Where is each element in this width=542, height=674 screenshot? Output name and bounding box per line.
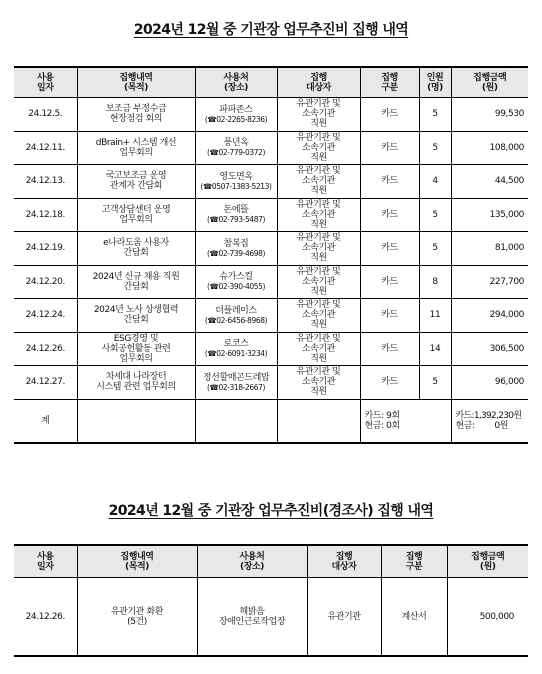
cell-text: 2024년 신규 채용 직원 bbox=[92, 271, 180, 282]
cell-text: 간담회 bbox=[123, 248, 149, 259]
cell-text: 업무회의 bbox=[119, 147, 153, 158]
column-header bbox=[419, 67, 451, 98]
people-cell: 5 bbox=[419, 232, 451, 266]
empty-cell bbox=[195, 399, 277, 443]
people-cell: 11 bbox=[419, 299, 451, 333]
amount-cell: 135,000 bbox=[451, 198, 528, 232]
table-row bbox=[14, 165, 528, 199]
cell-text: 구분 bbox=[405, 561, 423, 572]
purpose-cell bbox=[77, 131, 195, 165]
date-cell: 24.12.11. bbox=[14, 131, 77, 165]
purpose-cell bbox=[77, 299, 195, 333]
type-cell: 카드 bbox=[360, 299, 419, 333]
cell-text: 소속기관 bbox=[301, 109, 336, 120]
type-cell: 카드 bbox=[360, 332, 419, 366]
type-cell: 계산서 bbox=[381, 578, 447, 657]
cell-text: 유관기관 및 bbox=[296, 199, 341, 210]
cell-text: 집행금액 bbox=[473, 72, 507, 83]
cell-text: 시스템 관련 업무회의 bbox=[96, 382, 176, 393]
cell-text: (☎02-2265-8236) bbox=[204, 114, 268, 124]
type-cell: 카드 bbox=[360, 198, 419, 232]
total-counts: 카드: 9회 현금: 0회 bbox=[360, 399, 451, 443]
cell-text: 유관기관 및 bbox=[296, 99, 341, 110]
column-header bbox=[197, 545, 307, 578]
type-cell: 카드 bbox=[360, 232, 419, 266]
section2-title: 2024년 12월 중 기관장 업무추진비(경조사) 집행 내역 bbox=[108, 503, 434, 519]
cell-text: 업무회의 bbox=[119, 353, 153, 364]
cell-text: 사용 bbox=[36, 72, 54, 83]
amount-cell: 44,500 bbox=[451, 165, 528, 199]
section1-title: 2024년 12월 중 기관장 업무추진비 집행 내역 bbox=[133, 22, 409, 38]
cell-text: 유관기관 및 bbox=[296, 333, 341, 344]
column-header bbox=[447, 545, 528, 578]
date-cell: 24.12.24. bbox=[14, 299, 77, 333]
cell-text: 관계자 간담회 bbox=[109, 181, 163, 192]
date-cell: 24.12.5. bbox=[14, 98, 77, 132]
target-cell bbox=[277, 366, 360, 400]
cell-text: 업무회의 bbox=[119, 214, 153, 225]
cell-text: 일자 bbox=[36, 561, 54, 572]
cell-text: 차세대 나라장터 bbox=[105, 372, 167, 383]
cell-text: 2024년 노사 상생협력 bbox=[93, 305, 179, 316]
cell-text: 직원 bbox=[310, 286, 327, 297]
cell-text: 장애인근로작업장 bbox=[218, 616, 286, 627]
cell-text: 직원 bbox=[310, 119, 327, 130]
place-cell bbox=[195, 165, 277, 199]
cell-text: 인원 bbox=[426, 72, 444, 83]
date-cell: 24.12.19. bbox=[14, 232, 77, 266]
cell-text: 현장점검 회의 bbox=[109, 114, 163, 125]
date-cell: 24.12.20. bbox=[14, 265, 77, 299]
cell-text: 일자 bbox=[36, 82, 54, 93]
column-header bbox=[307, 545, 381, 578]
place-cell bbox=[195, 265, 277, 299]
column-header bbox=[195, 67, 277, 98]
cell-text: 보조금 부정수급 bbox=[105, 104, 167, 115]
cell-text: dBrain+ 시스템 개선 bbox=[95, 137, 177, 148]
place-cell bbox=[195, 366, 277, 400]
total-label: 계 bbox=[14, 399, 77, 443]
place-cell bbox=[195, 198, 277, 232]
column-header bbox=[360, 67, 419, 98]
cell-text: 더플레이스 bbox=[215, 305, 257, 316]
cell-text: 대상자 bbox=[331, 561, 357, 572]
empty-cell bbox=[277, 399, 360, 443]
cell-text: 직원 bbox=[310, 219, 327, 230]
people-cell: 14 bbox=[419, 332, 451, 366]
cell-text: 유관기관 및 bbox=[296, 233, 341, 244]
people-cell: 5 bbox=[419, 198, 451, 232]
cell-text: 유관기관 및 bbox=[296, 166, 341, 177]
purpose-cell bbox=[77, 265, 195, 299]
target-cell bbox=[277, 232, 360, 266]
amount-cell: 306,500 bbox=[451, 332, 528, 366]
cell-text: 참복집 bbox=[223, 238, 249, 249]
cell-text: (☎02-779-0372) bbox=[207, 148, 265, 158]
cell-text: 소속기관 bbox=[301, 343, 336, 354]
cell-text: 유관기관 화환 bbox=[110, 606, 164, 617]
cell-text: 집행내역 bbox=[120, 551, 154, 562]
purpose-cell bbox=[77, 198, 195, 232]
purpose-cell bbox=[77, 366, 195, 400]
type-cell: 카드 bbox=[360, 131, 419, 165]
amount-cell: 81,000 bbox=[451, 232, 528, 266]
amount-cell: 227,700 bbox=[451, 265, 528, 299]
cell-text: 집행 bbox=[310, 72, 327, 83]
purpose-cell bbox=[77, 98, 195, 132]
people-cell: 5 bbox=[419, 98, 451, 132]
cell-text: (5건) bbox=[127, 616, 147, 627]
amount-cell: 108,000 bbox=[451, 131, 528, 165]
amount-cell: 99,530 bbox=[451, 98, 528, 132]
target-cell bbox=[277, 198, 360, 232]
amount-cell: 500,000 bbox=[447, 578, 528, 657]
column-header bbox=[451, 67, 528, 98]
place-cell bbox=[195, 131, 277, 165]
target-cell bbox=[277, 265, 360, 299]
cell-text: (명) bbox=[427, 82, 443, 93]
cell-text: 영도면옥 bbox=[219, 171, 253, 182]
place-cell bbox=[195, 232, 277, 266]
cell-text: 풍년옥 bbox=[223, 138, 249, 149]
cell-text: (☎02-390-4055) bbox=[207, 282, 265, 292]
cell-text: 직원 bbox=[310, 152, 327, 163]
cell-text: (☎0507-1383-5213) bbox=[200, 181, 272, 191]
cell-text: 로코스 bbox=[223, 339, 249, 350]
cell-text: 직원 bbox=[310, 353, 327, 364]
people-cell: 8 bbox=[419, 265, 451, 299]
cell-text: 집행 bbox=[381, 72, 398, 83]
cell-text: 파파존스 bbox=[219, 104, 253, 115]
table-row bbox=[14, 198, 528, 232]
target-cell bbox=[277, 165, 360, 199]
table-row bbox=[14, 299, 528, 333]
people-cell: 5 bbox=[419, 131, 451, 165]
empty-cell bbox=[77, 399, 195, 443]
column-header bbox=[14, 67, 77, 98]
type-cell: 카드 bbox=[360, 165, 419, 199]
cell-text: 집행 bbox=[335, 551, 353, 562]
target-cell bbox=[277, 131, 360, 165]
cell-text: (☎02-6091-3234) bbox=[204, 349, 268, 359]
cell-text: 유관기관 및 bbox=[296, 367, 341, 378]
cell-text: 해밝음 bbox=[239, 606, 265, 617]
date-cell: 24.12.13. bbox=[14, 165, 77, 199]
cell-text: 직원 bbox=[310, 387, 327, 398]
cell-text: ESG경영 및 bbox=[113, 333, 159, 344]
cell-text: 간담회 bbox=[123, 281, 149, 292]
cell-text: (☎02-739-4698) bbox=[207, 248, 265, 258]
table-header-row bbox=[14, 67, 528, 98]
condolence-expense-table bbox=[14, 544, 528, 657]
cell-text: (원) bbox=[479, 561, 496, 572]
cell-text: (목적) bbox=[123, 82, 148, 93]
cell-text: 슈가스컬 bbox=[219, 272, 253, 283]
cell-text: 국고보조금 운영 bbox=[105, 171, 167, 182]
target-cell: 유관기관 bbox=[307, 578, 381, 657]
place-cell bbox=[195, 332, 277, 366]
cell-text: (☎02-6456-8968) bbox=[204, 315, 268, 325]
cell-text: (장소) bbox=[223, 82, 248, 93]
place-cell bbox=[195, 98, 277, 132]
column-header bbox=[277, 67, 360, 98]
table-row bbox=[14, 265, 528, 299]
purpose-cell bbox=[77, 165, 195, 199]
cell-text: 소속기관 bbox=[301, 377, 336, 388]
cell-text: 집행금액 bbox=[471, 551, 505, 562]
cell-text: 유관기관 및 bbox=[296, 132, 341, 143]
type-cell: 카드 bbox=[360, 265, 419, 299]
column-header bbox=[14, 545, 77, 578]
cell-text: 사용처 bbox=[239, 551, 265, 562]
people-cell: 5 bbox=[419, 366, 451, 400]
cell-text: 집행 bbox=[405, 551, 423, 562]
cell-text: 직원 bbox=[310, 253, 327, 264]
column-header bbox=[77, 67, 195, 98]
date-cell: 24.12.26. bbox=[14, 332, 77, 366]
date-cell: 24.12.27. bbox=[14, 366, 77, 400]
cell-text: (장소) bbox=[239, 561, 264, 572]
table-row bbox=[14, 578, 528, 657]
target-cell bbox=[277, 98, 360, 132]
cell-text: 대상자 bbox=[306, 82, 331, 93]
cell-text: 유관기관 및 bbox=[296, 266, 341, 277]
cell-text: 간담회 bbox=[123, 315, 149, 326]
place-cell bbox=[197, 578, 307, 657]
cell-text: (원) bbox=[481, 82, 498, 93]
cell-text: 유관기관 및 bbox=[296, 300, 341, 311]
cell-text: 소속기관 bbox=[301, 176, 336, 187]
cell-text: 소속기관 bbox=[301, 209, 336, 220]
target-cell bbox=[277, 299, 360, 333]
cell-text: 직원 bbox=[310, 320, 327, 331]
column-header bbox=[381, 545, 447, 578]
cell-text: 고객상담센터 운영 bbox=[101, 204, 171, 215]
cell-text: (☎02-318-2667) bbox=[207, 382, 265, 392]
cell-text: 소속기관 bbox=[301, 310, 336, 321]
table-header-row bbox=[14, 545, 528, 578]
cell-text: 정선할매곤드레밥 bbox=[202, 372, 270, 383]
total-amounts: 카드:1,392,230원 현금: 0원 bbox=[451, 399, 528, 443]
cell-text: 소속기관 bbox=[301, 243, 336, 254]
cell-text: 사회공헌활동 관련 bbox=[101, 343, 171, 354]
column-header bbox=[77, 545, 197, 578]
cell-text: 소속기관 bbox=[301, 276, 336, 287]
cell-text: (목적) bbox=[124, 561, 149, 572]
purpose-cell bbox=[77, 578, 197, 657]
date-cell: 24.12.26. bbox=[14, 578, 77, 657]
date-cell: 24.12.18. bbox=[14, 198, 77, 232]
table-row bbox=[14, 332, 528, 366]
expense-table bbox=[14, 66, 528, 444]
cell-text: (☎02-793-5487) bbox=[207, 215, 265, 225]
cell-text: 집행내역 bbox=[119, 72, 153, 83]
type-cell: 카드 bbox=[360, 366, 419, 400]
place-cell bbox=[195, 299, 277, 333]
cell-text: 소속기관 bbox=[301, 142, 336, 153]
total-row bbox=[14, 399, 528, 443]
table-row bbox=[14, 98, 528, 132]
cell-text: 사용처 bbox=[223, 72, 249, 83]
table-row bbox=[14, 131, 528, 165]
cell-text: 직원 bbox=[310, 186, 327, 197]
target-cell bbox=[277, 332, 360, 366]
table-row bbox=[14, 366, 528, 400]
table-row bbox=[14, 232, 528, 266]
amount-cell: 96,000 bbox=[451, 366, 528, 400]
amount-cell: 294,000 bbox=[451, 299, 528, 333]
cell-text: e나라도움 사용자 bbox=[103, 238, 169, 249]
cell-text: 구분 bbox=[381, 82, 398, 93]
purpose-cell bbox=[77, 332, 195, 366]
people-cell: 4 bbox=[419, 165, 451, 199]
type-cell: 카드 bbox=[360, 98, 419, 132]
cell-text: 사용 bbox=[36, 551, 54, 562]
cell-text: 돈에뜰 bbox=[223, 205, 249, 216]
purpose-cell bbox=[77, 232, 195, 266]
